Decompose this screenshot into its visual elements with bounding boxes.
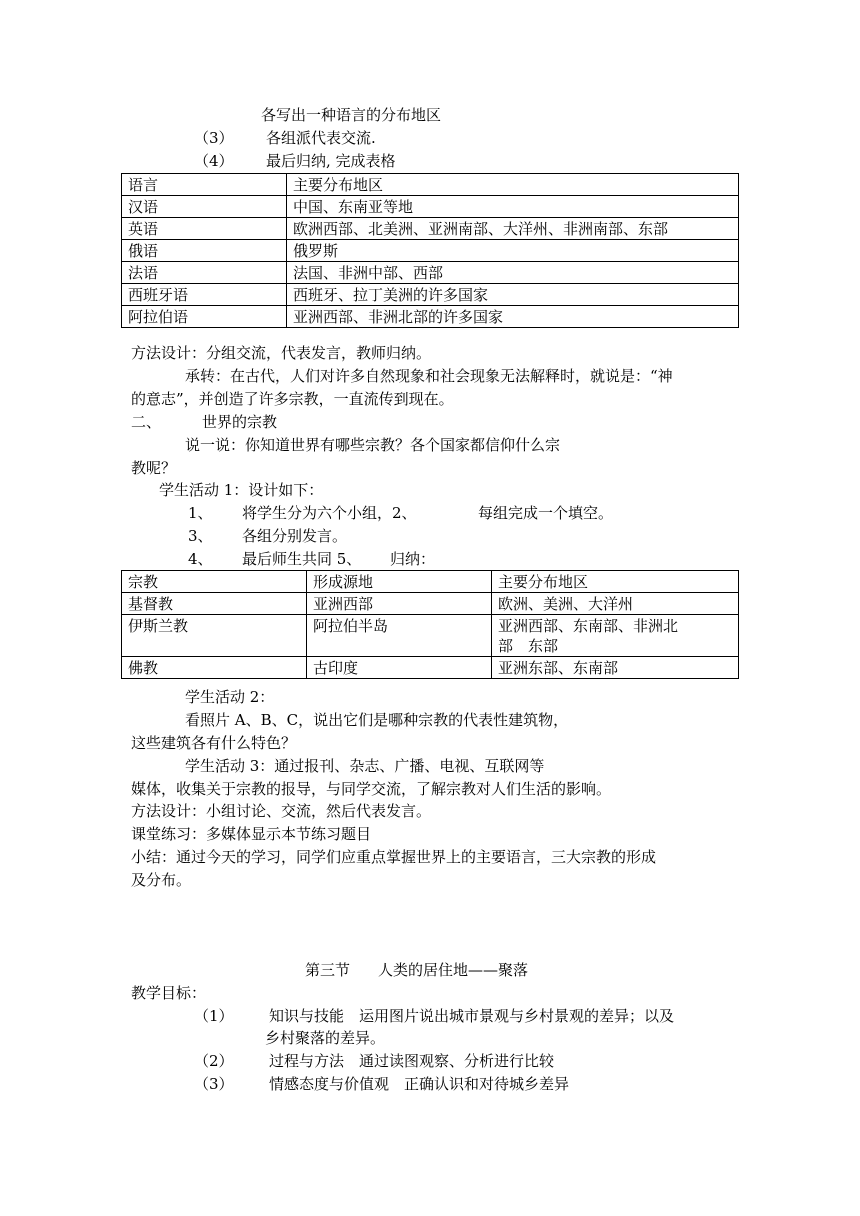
step-text: 最后师生共同 5、 (242, 550, 362, 568)
method-text: 方法设计：小组讨论、交流，然后代表发言。 (131, 802, 432, 820)
objective-text: 乡村聚落的差异。 (265, 1029, 386, 1047)
table-cell: 伊斯兰教 (122, 615, 307, 657)
transition-text: 的意志”，并创造了许多宗教，一直流传到现在。 (131, 390, 454, 408)
practice-text: 课堂练习：多媒体显示本节练习题目 (131, 825, 372, 843)
step-text: 各组派代表交流. (266, 129, 376, 147)
table-row (122, 218, 739, 240)
table-cell: 西班牙、拉丁美洲的许多国家 (287, 284, 739, 306)
table-cell: 欧洲、美洲、大洋州 (492, 593, 739, 615)
table-cell: 俄罗斯 (287, 240, 739, 262)
table-cell: 亚洲东部、东南部 (492, 657, 739, 679)
activity-title: 学生活动 2： (185, 688, 275, 706)
table-cell: 基督教 (122, 593, 307, 615)
table-row (122, 262, 739, 284)
activity-title: 学生活动 1：设计如下： (159, 481, 324, 499)
table-cell: 中国、东南亚等地 (287, 196, 739, 218)
step-number: 3、 (188, 527, 213, 545)
table-row (122, 306, 739, 328)
activity-text: 这些建筑各有什么特色？ (131, 734, 297, 752)
step-number: 4、 (188, 550, 213, 568)
step-text: 每组完成一个填空。 (478, 504, 614, 522)
table-cell: 语言 (122, 174, 287, 196)
table-row (122, 284, 739, 306)
table-header-row (122, 571, 739, 593)
cell-line: 部 东部 (498, 637, 559, 655)
table-cell: 古印度 (307, 657, 492, 679)
table-cell: 英语 (122, 218, 287, 240)
method-text: 方法设计：分组交流，代表发言，教师归纳。 (131, 344, 432, 362)
table-cell: 阿拉伯半岛 (307, 615, 492, 657)
table-cell: 法国、非洲中部、西部 (287, 262, 739, 284)
prompt-text: 教呢？ (131, 459, 177, 477)
step-number: （3） (194, 129, 234, 147)
table-row (122, 657, 739, 679)
step-text: 将学生分为六个小组，2、 (242, 504, 417, 522)
step-text: 归纳： (390, 550, 436, 568)
objectives-title: 教学目标： (131, 984, 207, 1002)
table-cell: 欧洲西部、北美洲、亚洲南部、大洋州、非洲南部、东部 (287, 218, 739, 240)
table-cell: 西班牙语 (122, 284, 287, 306)
table-row (122, 196, 739, 218)
section-number: 二、 (131, 413, 162, 431)
objective-text: 情感态度与价值观 正确认识和对待城乡差异 (269, 1075, 570, 1093)
step-number: （4） (194, 152, 234, 170)
table-row (122, 240, 739, 262)
objective-text: 过程与方法 通过读图观察、分析进行比较 (269, 1052, 555, 1070)
activity-text: 学生活动 3：通过报刊、杂志、广播、电视、互联网等 (185, 757, 545, 775)
table-cell: 亚洲西部 (307, 593, 492, 615)
cell-line: 亚洲西部、东南部、非洲北 (498, 617, 679, 635)
religion-table (121, 570, 739, 679)
table-cell: 佛教 (122, 657, 307, 679)
section-title: 人类的居住地——聚落 (378, 961, 529, 979)
step-text: 最后归纳, 完成表格 (266, 152, 396, 170)
intro-line: 各写出一种语言的分布地区 (261, 106, 442, 124)
objective-number: （1） (194, 1007, 234, 1025)
table-cell: 形成源地 (307, 571, 492, 593)
table-cell (492, 615, 739, 657)
table-cell: 亚洲西部、非洲北部的许多国家 (287, 306, 739, 328)
section-title: 世界的宗教 (202, 413, 278, 431)
table-cell: 宗教 (122, 571, 307, 593)
step-number: 1、 (188, 504, 213, 522)
table-cell: 主要分布地区 (287, 174, 739, 196)
step-text: 各组分别发言。 (242, 527, 348, 545)
table-row (122, 615, 739, 657)
table-cell: 俄语 (122, 240, 287, 262)
objective-number: （2） (194, 1052, 234, 1070)
objective-text: 知识与技能 运用图片说出城市景观与乡村景观的差异；以及 (269, 1007, 675, 1025)
objective-number: （3） (194, 1075, 234, 1093)
table-header-row (122, 174, 739, 196)
table-cell: 汉语 (122, 196, 287, 218)
table-cell: 主要分布地区 (492, 571, 739, 593)
summary-text: 小结：通过今天的学习，同学们应重点掌握世界上的主要语言，三大宗教的形成 (131, 848, 657, 866)
table-cell: 法语 (122, 262, 287, 284)
prompt-text: 说一说：你知道世界有哪些宗教？各个国家都信仰什么宗 (185, 436, 561, 454)
activity-text: 看照片 A、B、C，说出它们是哪种宗教的代表性建筑物， (185, 711, 569, 729)
activity-text: 媒体，收集关于宗教的报导，与同学交流，了解宗教对人们生活的影响。 (131, 780, 612, 798)
language-table (121, 173, 739, 328)
transition-text: 承转：在古代，人们对许多自然现象和社会现象无法解释时，就说是：“神 (185, 367, 673, 385)
table-row (122, 593, 739, 615)
summary-text: 及分布。 (131, 871, 192, 889)
table-cell: 阿拉伯语 (122, 306, 287, 328)
section-number: 第三节 (305, 961, 351, 979)
